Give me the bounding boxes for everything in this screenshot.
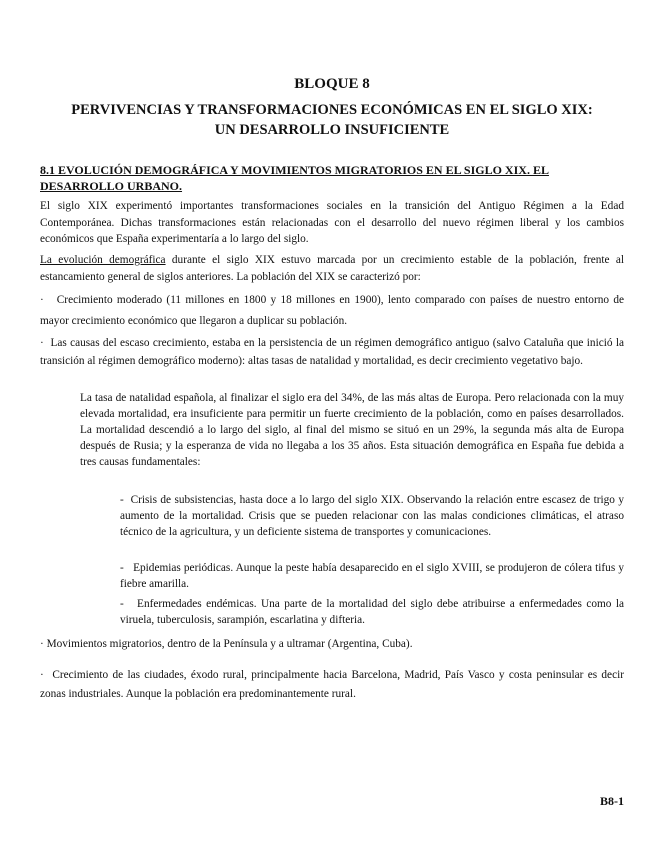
bullet-item-causes <box>40 334 624 370</box>
demography-paragraph <box>40 252 624 285</box>
bullet-text: Las causas del escaso crecimiento, estaba en la persistencia de un régimen demográfico antiguo (salvo Cataluña que inició la transición al régimen demográfico moderno): altas tasas de natalidad y mortalidad, es decir crecimiento vegetativo bajo. <box>40 337 624 367</box>
cause-text: Crisis de subsistencias, hasta doce a lo largo del siglo XIX. Observando la relación entre escasez de trigo y aumento de la mortalidad. Crisis que se pueden relacionar con las malas condiciones climáticas, el atraso técnico de la agricultura, y un deficiente sistema de transportes y comunicaciones. <box>120 494 625 538</box>
section-heading: 8.1 EVOLUCIÓN DEMOGRÁFICA Y MOVIMIENTOS MIGRATORIOS EN EL SIGLO XIX. EL DESARROLLO URBANO. <box>40 163 549 193</box>
bullet-marker: · <box>40 337 44 349</box>
title-line-2: UN DESARROLLO INSUFICIENTE <box>214 122 450 138</box>
dash-marker: - <box>120 494 124 506</box>
bullet-item-migration <box>40 636 624 653</box>
bullet-marker: · <box>40 669 44 681</box>
page-number: B8-1 <box>600 794 624 808</box>
dash-marker: - <box>120 598 124 610</box>
cause-text: Enfermedades endémicas. Una parte de la mortalidad del siglo debe atribuirse a enfermedades como la viruela, tuberculosis, sarampión, escarlatina y difteria. <box>120 598 624 626</box>
intro-paragraph: El siglo XIX experimentó importantes transformaciones sociales en la transición del Antiguo Régimen a la Edad Contemporánea. Dichas transformaciones están relacionadas con el desarrollo del nuevo régimen liberal y los cambios económicos que España experimentaría a lo largo del siglo. <box>40 200 624 245</box>
cause-item-endemic <box>120 596 624 628</box>
demography-text: durante el siglo XIX estuvo marcada por un crecimiento estable de la población, frente al estancamiento general de siglos anteriores. La población del XIX se caracterizó por: <box>40 254 625 283</box>
bullet-marker: · <box>40 294 44 306</box>
bullet-item-cities <box>40 666 624 704</box>
cause-item-subsistence <box>120 492 624 540</box>
bullet-text: Movimientos migratorios, dentro de la Península y a ultramar (Argentina, Cuba). <box>46 638 413 650</box>
bullet-item-growth <box>40 290 624 332</box>
page-title <box>40 100 624 140</box>
birth-rate-paragraph: La tasa de natalidad española, al finalizar el siglo era del 34%, de las más altas de Europa. Pero relacionada con la muy elevada mortalidad, era insuficiente para permitir un fuerte crecimiento de la población, como en países desarrollados. La mortalidad descendió a lo largo del siglo, al final del mismo se situó en un 29%, la segunda más alta de Europa después de Rusia; y la esperanza de vida no llegaba a los 35 años. Esta situación demográfica en España fue debida a tres causas fundamentales: <box>80 392 624 468</box>
block-label: BLOQUE 8 <box>294 76 370 92</box>
bullet-text: Crecimiento de las ciudades, éxodo rural, principalmente hacia Barcelona, Madrid, País Vasco y costa peninsular es decir zonas industriales. Aunque la población era predominantemente rural. <box>40 669 624 700</box>
title-line-1: PERVIVENCIAS Y TRANSFORMACIONES ECONÓMICAS EN EL SIGLO XIX: <box>71 102 593 118</box>
dash-marker: - <box>120 562 124 574</box>
cause-text: Epidemias periódicas. Aunque la peste había desaparecido en el siglo XVIII, se produjeron de cólera tifus y fiebre amarilla. <box>120 562 624 590</box>
cause-item-epidemics <box>120 560 624 592</box>
demography-link-text: La evolución demográfica <box>40 254 166 266</box>
bullet-text: Crecimiento moderado (11 millones en 1800 y 18 millones en 1900), lento comparado con países de nuestro entorno de mayor crecimiento económico que llegaron a duplicar su población. <box>40 294 624 327</box>
bullet-marker: · <box>40 638 44 650</box>
